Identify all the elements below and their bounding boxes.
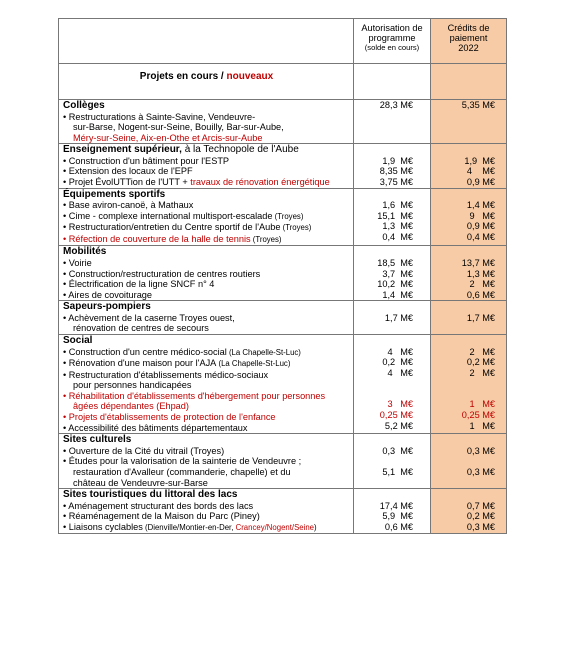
section-sport xyxy=(59,188,507,246)
social-cp-4: 1 M€ xyxy=(469,399,495,410)
sport-ap-2: 15,1 M€ xyxy=(377,210,413,221)
social-ap-3: 4 M€ xyxy=(387,367,413,378)
pomp-desc xyxy=(59,301,354,335)
culture-cp xyxy=(431,434,507,489)
sport-line2a: • Cime - complexe international multisport-escalade xyxy=(63,210,273,221)
header-ap-cell xyxy=(354,19,431,64)
header-cp-line2: paiement xyxy=(449,33,488,43)
lacs-line3 xyxy=(63,522,350,534)
colleges-line3: Méry-sur-Seine, Aix-en-Othe et Arcis-sur-Aube xyxy=(73,132,263,143)
pomp-title: Sapeurs-pompiers xyxy=(63,301,151,313)
ens-cp xyxy=(431,144,507,188)
colleges-cp xyxy=(431,100,507,144)
ens-title: Enseignement supérieur, xyxy=(63,144,182,156)
mob-ap-2: 3,7 M€ xyxy=(382,268,413,279)
social-line2 xyxy=(63,358,350,370)
lacs-ap-3: 0,6 M€ xyxy=(384,521,413,532)
mob-cp-1: 13,7 M€ xyxy=(461,257,495,268)
section-enseignement xyxy=(59,144,507,188)
lacs-line3d: ) xyxy=(314,522,317,532)
culture-cp-1: 0,3 M€ xyxy=(466,445,495,456)
section-culture xyxy=(59,434,507,489)
sport-line2b: (Troyes) xyxy=(272,211,304,221)
ens-line3 xyxy=(63,177,350,188)
lacs-desc xyxy=(59,489,354,534)
mob-line4: • Aires de covoiturage xyxy=(63,289,153,300)
culture-title: Sites culturels xyxy=(63,434,132,446)
sport-title: Équipements sportifs xyxy=(63,188,166,200)
social-line2b: (La Chapelle-St-Luc) xyxy=(216,359,291,369)
culture-ap-1: 0,3 M€ xyxy=(382,445,413,456)
lacs-cp-2: 0,2 M€ xyxy=(466,511,495,522)
mob-title: Mobilités xyxy=(63,246,107,258)
header-ap-line2: programme xyxy=(368,33,416,43)
lacs-cp xyxy=(431,489,507,534)
lacs-line3a: • Liaisons cyclables xyxy=(63,521,143,532)
social-line3: • Restructuration d'établissements médico-sociaux xyxy=(63,369,269,380)
culture-desc xyxy=(59,434,354,489)
social-ap-1: 4 M€ xyxy=(387,346,413,357)
header-empty-cell xyxy=(59,19,354,64)
section-colleges xyxy=(59,100,507,144)
mob-cp-3: 2 M€ xyxy=(469,279,495,290)
colleges-desc xyxy=(59,100,354,144)
sport-ap-3: 1,3 M€ xyxy=(382,221,413,232)
ens-line3a: • Projet ÉvolUTTion de l'UTT + xyxy=(63,176,191,187)
social-cp-6: 1 M€ xyxy=(469,420,495,431)
social-line6: âgées dépendantes (Ehpad) xyxy=(73,401,189,412)
culture-line1: • Ouverture de la Cité du vitrail (Troyes) xyxy=(63,445,225,456)
ens-note: à la Technopole de l'Aube xyxy=(181,144,299,156)
sport-line3b: (Troyes) xyxy=(280,223,312,233)
social-ap-5: 0,25 M€ xyxy=(379,410,413,421)
sport-desc xyxy=(59,188,354,246)
social-ap-2: 0,2 M€ xyxy=(382,357,413,368)
header-cp-line3: 2022 xyxy=(458,43,479,53)
mob-ap-4: 1,4 M€ xyxy=(382,289,413,300)
ens-cp-3: 0,9 M€ xyxy=(466,176,495,187)
social-desc xyxy=(59,335,354,434)
header-cp-line1: Crédits de xyxy=(447,23,490,33)
sport-line1: • Base aviron-canoë, à Mathaux xyxy=(63,200,194,211)
mob-cp-2: 1,3 M€ xyxy=(466,268,495,279)
mob-line3: • Électrification de la ligne SNCF n° 4 xyxy=(63,279,215,290)
social-line8: • Accessibilité des bâtiments départementaux xyxy=(63,422,248,433)
sport-cp-2: 9 M€ xyxy=(469,210,495,221)
projects-ap-empty xyxy=(354,64,431,100)
mob-line2: • Construction/restructuration de centres routiers xyxy=(63,268,261,279)
pomp-line2: rénovation de centres de secours xyxy=(73,323,209,334)
ens-title-line xyxy=(63,144,350,156)
sport-ap-4: 0,4 M€ xyxy=(382,231,413,242)
ens-ap xyxy=(354,144,431,188)
culture-line2: • Études pour la valorisation de la sainterie de Vendeuvre ; xyxy=(63,456,302,467)
social-cp-3: 2 M€ xyxy=(469,367,495,378)
mob-line1: • Voirie xyxy=(63,257,92,268)
section-pompiers xyxy=(59,301,507,335)
mob-cp-4: 0,6 M€ xyxy=(466,289,495,300)
social-line1 xyxy=(63,347,350,359)
projects-cp-empty xyxy=(431,64,507,100)
projects-title-new: nouveaux xyxy=(226,71,274,82)
lacs-line2: • Réaménagement de la Maison du Parc (Piney) xyxy=(63,511,260,522)
sport-ap xyxy=(354,188,431,246)
colleges-ap xyxy=(354,100,431,144)
sport-cp xyxy=(431,188,507,246)
header-row xyxy=(59,19,507,64)
ens-cp-2: 4 M€ xyxy=(466,166,495,177)
ens-desc xyxy=(59,144,354,188)
pomp-cp xyxy=(431,301,507,335)
ens-ap-3: 3,75 M€ xyxy=(379,176,413,187)
mob-ap xyxy=(354,246,431,301)
sport-line4 xyxy=(63,234,350,246)
sport-line4a: • Réfection de couverture de la halle de tennis xyxy=(63,233,251,244)
sport-cp-4: 0,4 M€ xyxy=(466,231,495,242)
pomp-ap-value: 1,7 M€ xyxy=(384,312,413,323)
social-line2a: • Rénovation d'une maison pour l'AJA xyxy=(63,358,217,369)
colleges-line1: • Restructurations à Sainte-Savine, Vendeuvre- xyxy=(63,111,256,122)
lacs-ap-1: 17,4 M€ xyxy=(379,500,413,511)
social-line5: • Réhabilitation d'établissements d'hébergement pour personnes xyxy=(63,390,326,401)
social-ap-6: 5,2 M€ xyxy=(384,420,413,431)
culture-line4: château de Vendeuvre-sur-Barse xyxy=(73,477,208,488)
lacs-ap xyxy=(354,489,431,534)
sport-line4b: (Troyes) xyxy=(250,234,282,244)
projects-title-row xyxy=(59,64,507,100)
social-cp-1: 2 M€ xyxy=(469,346,495,357)
sport-line3 xyxy=(63,222,350,234)
pomp-cp-value: 1,7 M€ xyxy=(466,312,495,323)
social-cp xyxy=(431,335,507,434)
social-line4: pour personnes handicapées xyxy=(73,380,192,391)
lacs-title: Sites touristiques du littoral des lacs xyxy=(63,489,238,501)
ens-line1: • Construction d'un bâtiment pour l'ESTP xyxy=(63,155,230,166)
colleges-line2: sur-Barse, Nogent-sur-Seine, Bouilly, Bar-sur-Aube, xyxy=(73,122,284,133)
ens-cp-1: 1,9 M€ xyxy=(464,155,495,166)
culture-ap xyxy=(354,434,431,489)
pomp-ap xyxy=(354,301,431,335)
colleges-cp-value: 5,35 M€ xyxy=(461,100,495,110)
mob-ap-1: 18,5 M€ xyxy=(377,257,413,268)
lacs-cp-1: 0,7 M€ xyxy=(466,500,495,511)
lacs-line1: • Aménagement structurant des bords des lacs xyxy=(63,500,254,511)
colleges-title: Collèges xyxy=(63,100,105,111)
ens-line3b: travaux de rénovation énergétique xyxy=(190,176,330,187)
section-lacs xyxy=(59,489,507,534)
mob-cp xyxy=(431,246,507,301)
sport-ap-1: 1,6 M€ xyxy=(382,200,413,211)
pomp-line1: • Achèvement de la caserne Troyes ouest, xyxy=(63,312,235,323)
sport-line3a: • Restructuration/entretien du Centre sportif de l'Aube xyxy=(63,222,281,233)
projects-title-text: Projets en cours / xyxy=(139,71,224,82)
header-cp-cell xyxy=(431,19,507,64)
colleges-ap-value: 28,3 M€ xyxy=(379,100,413,110)
culture-line3: restauration d'Avalleur (commanderie, chapelle) et du xyxy=(73,466,291,477)
lacs-line3b: (Dienville/Montier-en-Der, xyxy=(142,522,236,532)
mob-desc xyxy=(59,246,354,301)
social-cp-2: 0,2 M€ xyxy=(466,357,495,368)
culture-ap-2: 5,1 M€ xyxy=(382,466,413,477)
social-line7: • Projets d'établissements de protection de l'enfance xyxy=(63,412,276,423)
social-line1b: (La Chapelle-St-Luc) xyxy=(226,347,301,357)
header-ap-line1: Autorisation de xyxy=(361,23,423,33)
social-ap-4: 3 M€ xyxy=(387,399,413,410)
header-ap-sub: (solde en cours) xyxy=(364,43,420,52)
lacs-cp-3: 0,3 M€ xyxy=(466,521,495,532)
sport-cp-3: 0,9 M€ xyxy=(466,221,495,232)
lacs-line3c: Crancey/Nogent/Seine xyxy=(235,522,315,532)
culture-cp-2: 0,3 M€ xyxy=(466,466,495,477)
section-mobilites xyxy=(59,246,507,301)
budget-table xyxy=(58,18,507,534)
social-line1a: • Construction d'un centre médico-social xyxy=(63,346,227,357)
mob-ap-3: 10,2 M€ xyxy=(377,279,413,290)
ens-line2: • Extension des locaux de l'EPF xyxy=(63,166,193,177)
social-title: Social xyxy=(63,335,93,346)
sport-line2 xyxy=(63,211,350,223)
projects-title xyxy=(59,64,354,100)
social-cp-5: 0,25 M€ xyxy=(461,410,495,421)
ens-ap-1: 1,9 M€ xyxy=(382,155,413,166)
ens-ap-2: 8,35 M€ xyxy=(379,166,413,177)
sport-cp-1: 1,4 M€ xyxy=(466,200,495,211)
section-social xyxy=(59,335,507,434)
social-ap xyxy=(354,335,431,434)
lacs-ap-2: 5,9 M€ xyxy=(382,511,413,522)
